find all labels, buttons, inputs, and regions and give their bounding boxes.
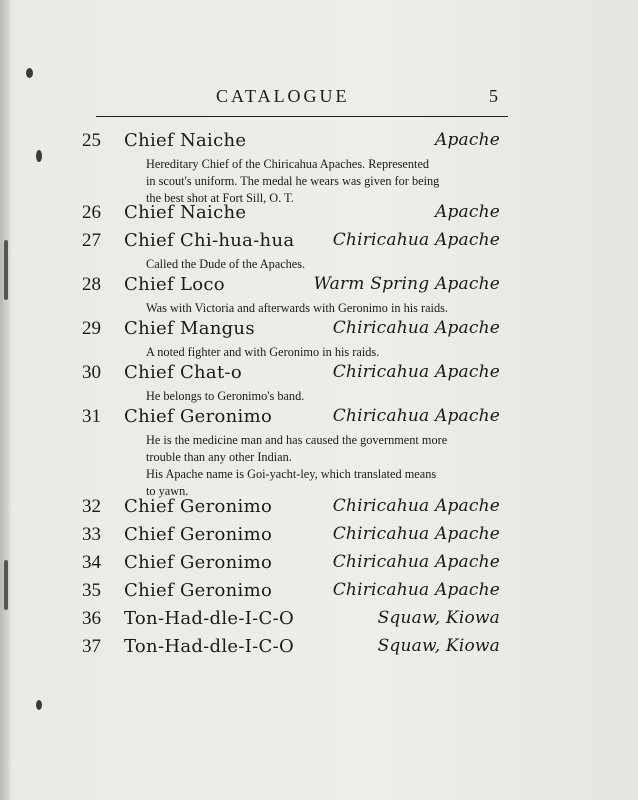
entry-name: Ton-Had-dle-I-C-O — [124, 636, 295, 657]
entry-number: 27 — [82, 230, 101, 251]
entry-name: Chief Mangus — [124, 318, 255, 339]
entry-heading — [82, 636, 502, 662]
entry-tribe: Chiricahua Apache — [332, 552, 500, 572]
catalogue-entry — [82, 230, 502, 273]
entry-description-line: His Apache name is Goi-yacht-ley, which translated means — [146, 467, 437, 481]
entry-name: Chief Loco — [124, 274, 225, 295]
catalogue-entry — [82, 202, 502, 228]
entry-name: Chief Chat-o — [124, 362, 243, 383]
ink-speck — [4, 560, 8, 610]
entry-heading — [82, 580, 502, 606]
entry-description-line: Was with Victoria and afterwards with Geronimo in his raids. — [146, 301, 448, 315]
page-number: 5 — [489, 86, 498, 106]
ink-speck — [36, 700, 42, 710]
entry-description-line: in scout's uniform. The medal he wears was given for being — [146, 174, 440, 188]
binding-edge — [0, 0, 10, 800]
entry-name: Chief Naiche — [124, 202, 247, 223]
ink-speck — [36, 150, 42, 162]
entry-heading — [82, 318, 502, 344]
page-header — [96, 86, 508, 112]
entry-number: 37 — [82, 636, 101, 657]
entry-tribe: Apache — [434, 202, 500, 222]
catalogue-entry — [82, 406, 502, 500]
entry-number: 32 — [82, 496, 101, 517]
entry-heading — [82, 362, 502, 388]
catalogue-entry — [82, 274, 502, 317]
entry-description-line: He belongs to Geronimo's band. — [146, 389, 305, 403]
entry-description-line: Called the Dude of the Apaches. — [146, 257, 306, 271]
entry-heading — [82, 496, 502, 522]
entry-description-line: He is the medicine man and has caused the government more — [146, 433, 448, 447]
catalogue-entry — [82, 608, 502, 634]
catalogue-entry — [82, 318, 502, 361]
entry-heading — [82, 406, 502, 432]
entry-tribe: Chiricahua Apache — [332, 230, 500, 250]
entry-tribe: Chiricahua Apache — [332, 580, 500, 600]
entry-heading — [82, 524, 502, 550]
entry-description-line: the best shot at Fort Sill, O. T. — [146, 191, 294, 205]
entry-heading — [82, 230, 502, 256]
entry-tribe: Chiricahua Apache — [332, 318, 500, 338]
entry-name: Chief Geronimo — [124, 552, 273, 573]
page-title: CATALOGUE — [216, 86, 350, 106]
ink-speck — [4, 240, 8, 300]
catalogue-entry — [82, 362, 502, 405]
entry-heading — [82, 608, 502, 634]
entry-number: 36 — [82, 608, 101, 629]
catalogue-entry — [82, 496, 502, 522]
entry-name: Chief Geronimo — [124, 580, 273, 601]
entry-number: 33 — [82, 524, 101, 545]
entry-name: Ton-Had-dle-I-C-O — [124, 608, 295, 629]
entry-number: 29 — [82, 318, 101, 339]
entry-description-line: trouble than any other Indian. — [146, 450, 292, 464]
header-rule — [96, 116, 508, 117]
entry-name: Chief Chi-hua-hua — [124, 230, 295, 251]
entry-tribe: Squaw, Kiowa — [377, 636, 500, 656]
entry-heading — [82, 274, 502, 300]
catalogue-entry — [82, 552, 502, 578]
entry-number: 30 — [82, 362, 101, 383]
catalogue-entry — [82, 580, 502, 606]
entry-heading — [82, 552, 502, 578]
entry-description-line: Hereditary Chief of the Chiricahua Apaches. Represented — [146, 157, 430, 171]
entry-name: Chief Naiche — [124, 130, 247, 151]
entry-tribe: Chiricahua Apache — [332, 524, 500, 544]
entry-tribe: Apache — [434, 130, 500, 150]
entry-tribe: Chiricahua Apache — [332, 406, 500, 426]
entry-heading — [82, 202, 502, 228]
entry-name: Chief Geronimo — [124, 524, 273, 545]
entry-heading — [82, 130, 502, 156]
catalogue-entry — [82, 130, 502, 207]
catalogue-entry — [82, 636, 502, 662]
entry-name: Chief Geronimo — [124, 406, 273, 427]
entry-number: 31 — [82, 406, 101, 427]
entry-tribe: Warm Spring Apache — [313, 274, 500, 294]
entry-description-line: to yawn. — [146, 484, 189, 498]
entry-description-line: A noted fighter and with Geronimo in his raids. — [146, 345, 380, 359]
entry-number: 35 — [82, 580, 101, 601]
ink-speck — [26, 68, 33, 78]
entry-number: 26 — [82, 202, 101, 223]
entry-tribe: Squaw, Kiowa — [377, 608, 500, 628]
entry-number: 25 — [82, 130, 101, 151]
entry-number: 28 — [82, 274, 101, 295]
entry-tribe: Chiricahua Apache — [332, 496, 500, 516]
entry-name: Chief Geronimo — [124, 496, 273, 517]
catalogue-entry — [82, 524, 502, 550]
entry-tribe: Chiricahua Apache — [332, 362, 500, 382]
entry-number: 34 — [82, 552, 101, 573]
